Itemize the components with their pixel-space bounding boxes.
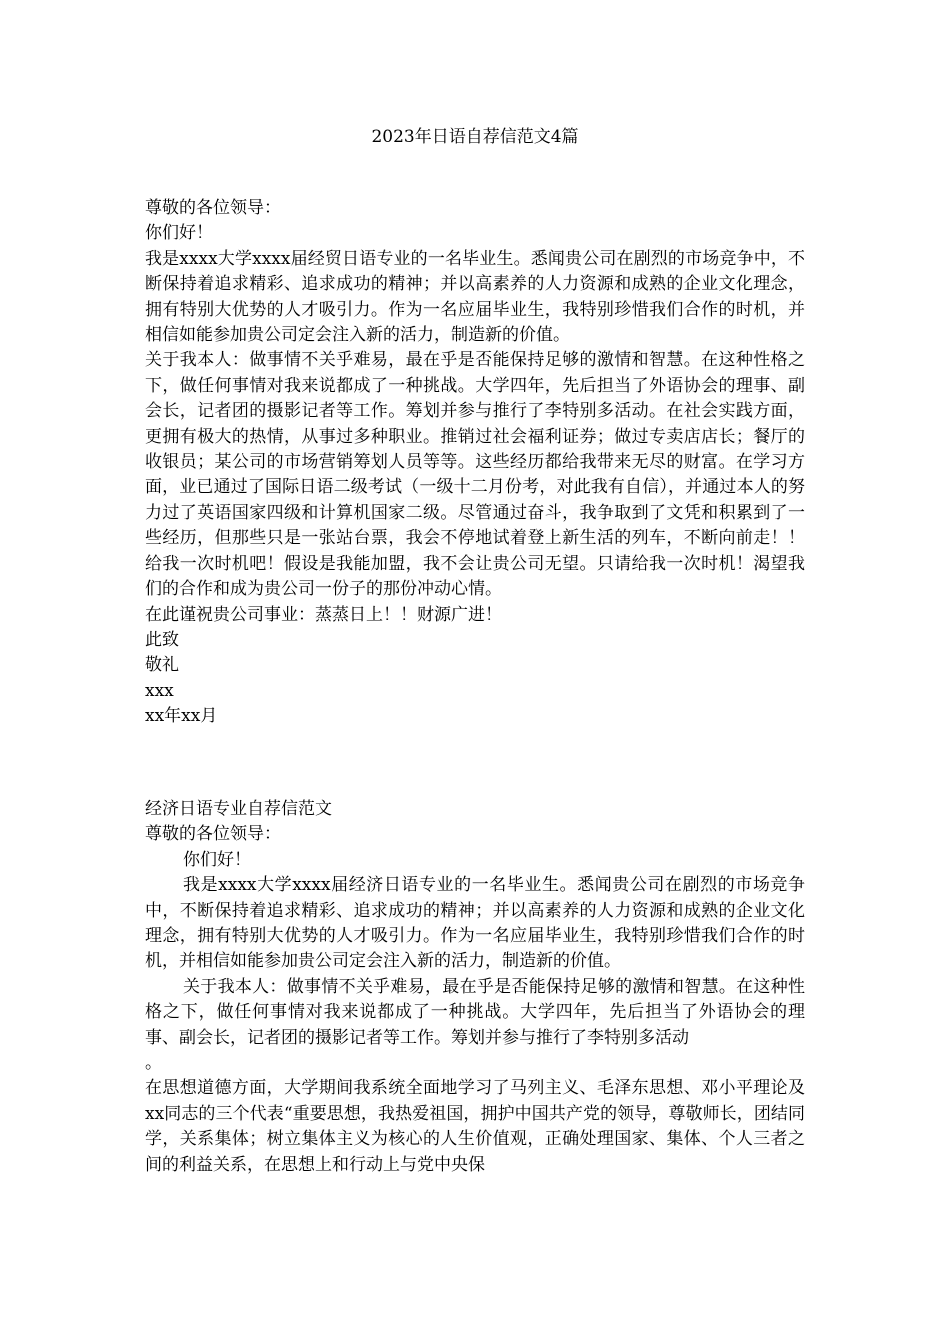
document-title: 2023年日语自荐信范文4篇 xyxy=(371,127,579,147)
letter2-paragraph-2: 关于我本人：做事情不关乎难易，最在乎是否能保持足够的激情和智慧。在这种性格之下，做任何事情对我来说都成了一种挑战。大学四年，先后担当了外语协会的理事、副会长，记者团的摄影记者等工作。筹划并参与推行了李特别多活动 xyxy=(145,976,805,1048)
letter2-period: 。 xyxy=(145,1053,162,1074)
letter-1 xyxy=(145,196,805,730)
letter1-paragraph-2: 关于我本人：做事情不关乎难易，最在乎是否能保持足够的激情和智慧。在这种性格之下，做任何事情对我来说都成了一种挑战。大学四年，先后担当了外语协会的理事、副会长，记者团的摄影记者等工作。筹划并参与推行了李特别多活动。在社会实践方面，更拥有极大的热情，从事过多种职业。推销过社会福利证券；做过专卖店店长；餐厅的收银员；某公司的市场营销筹划人员等等。这些经历都给我带来无尽的财富。在学习方面，业已通过了国际日语二级考试（一级十二月份考，对此我有自信），并通过本人的努力过了英语国家四级和计算机国家二级。尽管通过奋斗，我争取到了文凭和积累到了一些经历，但那些只是一张站台票，我会不停地试着登上新生活的列车，不断向前走！！给我一次时机吧！假设是我能加盟，我不会让贵公司无望。只请给我一次时机！渴望我们的合作和成为贵公司一份子的那份冲动心情。 xyxy=(145,350,805,600)
letter1-greeting: 你们好！ xyxy=(145,223,213,244)
letter1-paragraph-1: 我是xxxx大学xxxx届经贸日语专业的一名毕业生。悉闻贵公司在剧烈的市场竞争中，不断保持着追求精彩、追求成功的精神；并以高素养的人力资源和成熟的企业文化理念，拥有特别大优势的人才吸引力。作为一名应届毕业生，我特别珍惜我们合作的时机，并相信如能参加贵公司定会注入新的活力，制造新的价值。 xyxy=(145,248,805,346)
letter2-heading: 经济日语专业自荐信范文 xyxy=(145,799,332,819)
letter1-closing-2: 敬礼 xyxy=(145,655,179,676)
letter1-salutation: 尊敬的各位领导： xyxy=(145,198,281,218)
letter2-paragraph-3: 在思想道德方面，大学期间我系统全面地学习了马列主义、毛泽东思想、邓小平理论及xx同志的三个代表“重要思想，我热爱祖国，拥护中国共产党的领导，尊敬师长，团结同学，关系集体；树立集体主义为核心的人生价值观，正确处理国家、集体、个人三者之间的利益关系，在思想上和行动上与党中央保 xyxy=(145,1078,805,1175)
letter1-paragraph-3: 在此谨祝贵公司事业：蒸蒸日上！！财源广进！ xyxy=(145,604,502,625)
letter1-signer: xxx xyxy=(145,680,174,701)
letter2-paragraph-1: 我是xxxx大学xxxx届经济日语专业的一名毕业生。悉闻贵公司在剧烈的市场竞争中，不断保持着追求精彩、追求成功的精神；并以高素养的人力资源和成熟的企业文化理念，拥有特别大优势的人才吸引力。作为一名应届毕业生，我特别珍惜我们合作的时机，并相信如能参加贵公司定会注入新的活力，制造新的价值。 xyxy=(145,875,805,972)
letter2-salutation: 尊敬的各位领导： xyxy=(145,824,281,845)
letter-2 xyxy=(145,797,805,1178)
letter1-closing-1: 此致 xyxy=(145,629,179,650)
letter2-greeting: 你们好！ xyxy=(183,849,251,870)
letter1-date: xx年xx月 xyxy=(145,706,218,727)
